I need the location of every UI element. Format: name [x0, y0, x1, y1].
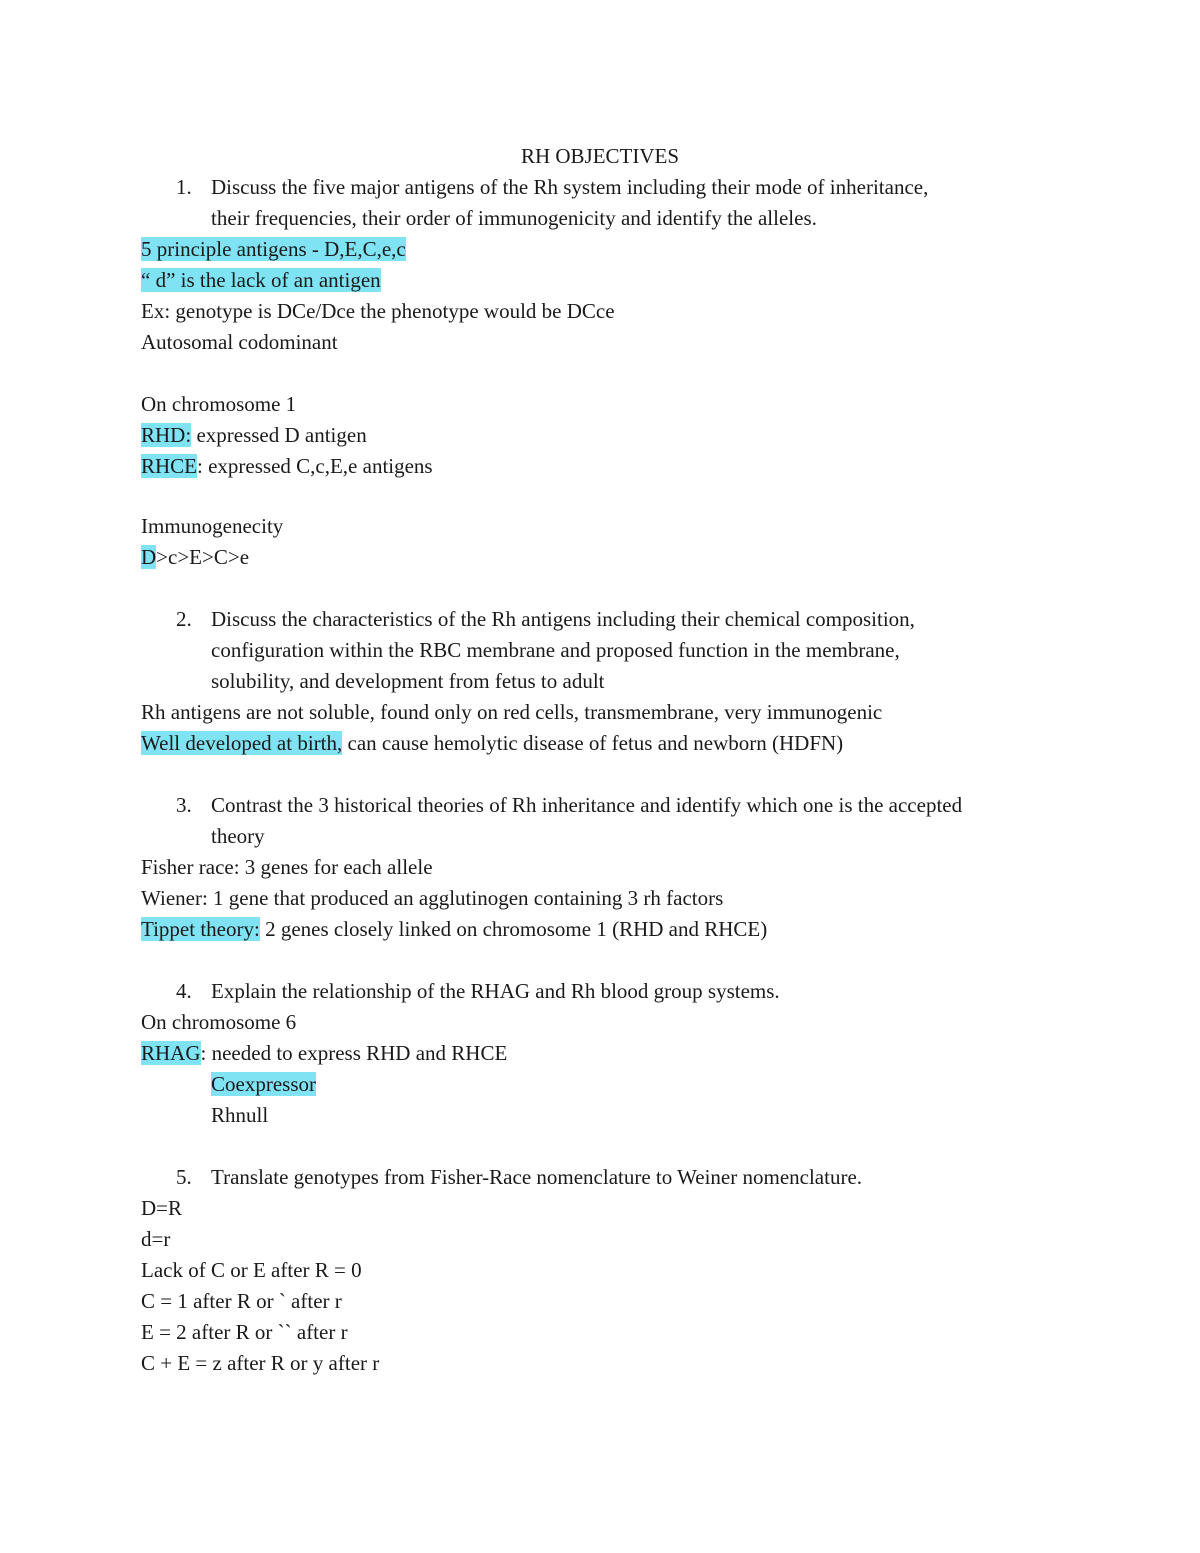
objective-2-line-1: Discuss the characteristics of the Rh antigens including their chemical composition, [211, 607, 915, 631]
highlight: “ d” is the lack of an antigen [141, 268, 381, 292]
note-lack [141, 267, 381, 293]
note-lower-d-r: d=r [141, 1227, 171, 1251]
note-rhnull: Rhnull [211, 1103, 269, 1127]
highlight: 5 principle antigens - D,E,C,e,c [141, 237, 406, 261]
highlight: Tippet theory: [141, 917, 260, 941]
note-chromosome-6: On chromosome 6 [141, 1010, 297, 1034]
note-coexpressor [211, 1071, 316, 1097]
note-e-rule: E = 2 after R or `` after r [141, 1320, 348, 1344]
note-wiener: Wiener: 1 gene that produced an agglutinogen containing 3 rh factors [141, 886, 724, 910]
note-c-rule: C = 1 after R or ` after r [141, 1289, 342, 1313]
note-birth [141, 730, 843, 756]
objective-1-line-1: Discuss the five major antigens of the Rh system including their mode of inheritance, [211, 175, 929, 199]
note-inheritance: Autosomal codominant [141, 330, 338, 354]
objective-3-line-1: Contrast the 3 historical theories of Rh inheritance and identify which one is the accepted [211, 793, 963, 817]
objective-number-5: 5. [176, 1165, 192, 1189]
page-title: RH OBJECTIVES [520, 144, 680, 168]
objective-number-2: 2. [176, 607, 192, 631]
highlight: RHAG [141, 1041, 201, 1065]
note-immunogenecity-order [141, 544, 249, 570]
note-rh-antigens: Rh antigens are not soluble, found only on red cells, transmembrane, very immunogenic [141, 700, 883, 724]
objective-4-line-1: Explain the relationship of the RHAG and Rh blood group systems. [211, 979, 780, 1003]
note-text: : needed to express RHD and RHCE [200, 1041, 508, 1065]
note-text: expressed D antigen [191, 423, 367, 447]
objective-3-line-2: theory [211, 824, 265, 848]
note-ce-rule: C + E = z after R or y after r [141, 1351, 380, 1375]
note-d-r: D=R [141, 1196, 183, 1220]
note-lack-ce: Lack of C or E after R = 0 [141, 1258, 362, 1282]
note-text: 2 genes closely linked on chromosome 1 (RHD and RHCE) [259, 917, 768, 941]
highlight: Well developed at birth, [141, 731, 343, 755]
highlight: RHD: [141, 423, 192, 447]
objective-number-1: 1. [176, 175, 192, 199]
note-tippet [141, 916, 767, 942]
note-text: can cause hemolytic disease of fetus and newborn (HDFN) [342, 731, 844, 755]
note-rhag [141, 1040, 507, 1066]
note-antigens [141, 236, 406, 262]
note-fisher: Fisher race: 3 genes for each allele [141, 855, 433, 879]
highlight: RHCE [141, 454, 198, 478]
note-rhce [141, 453, 433, 479]
objective-5-line-1: Translate genotypes from Fisher-Race nomenclature to Weiner nomenclature. [211, 1165, 863, 1189]
note-example: Ex: genotype is DCe/Dce the phenotype would be DCce [141, 299, 615, 323]
objective-2-line-2: configuration within the RBC membrane and proposed function in the membrane, [211, 638, 900, 662]
note-text: : expressed C,c,E,e antigens [197, 454, 433, 478]
objective-2-line-3: solubility, and development from fetus to adult [211, 669, 605, 693]
note-text: >c>E>C>e [156, 545, 250, 569]
highlight: D [141, 545, 157, 569]
objective-number-4: 4. [176, 979, 192, 1003]
note-immunogenecity-heading: Immunogenecity [141, 514, 284, 538]
objective-1-line-2: their frequencies, their order of immunogenicity and identify the alleles. [211, 206, 817, 230]
note-rhd [141, 422, 367, 448]
objective-number-3: 3. [176, 793, 192, 817]
highlight: Coexpressor [211, 1072, 316, 1096]
note-chromosome-1: On chromosome 1 [141, 392, 297, 416]
